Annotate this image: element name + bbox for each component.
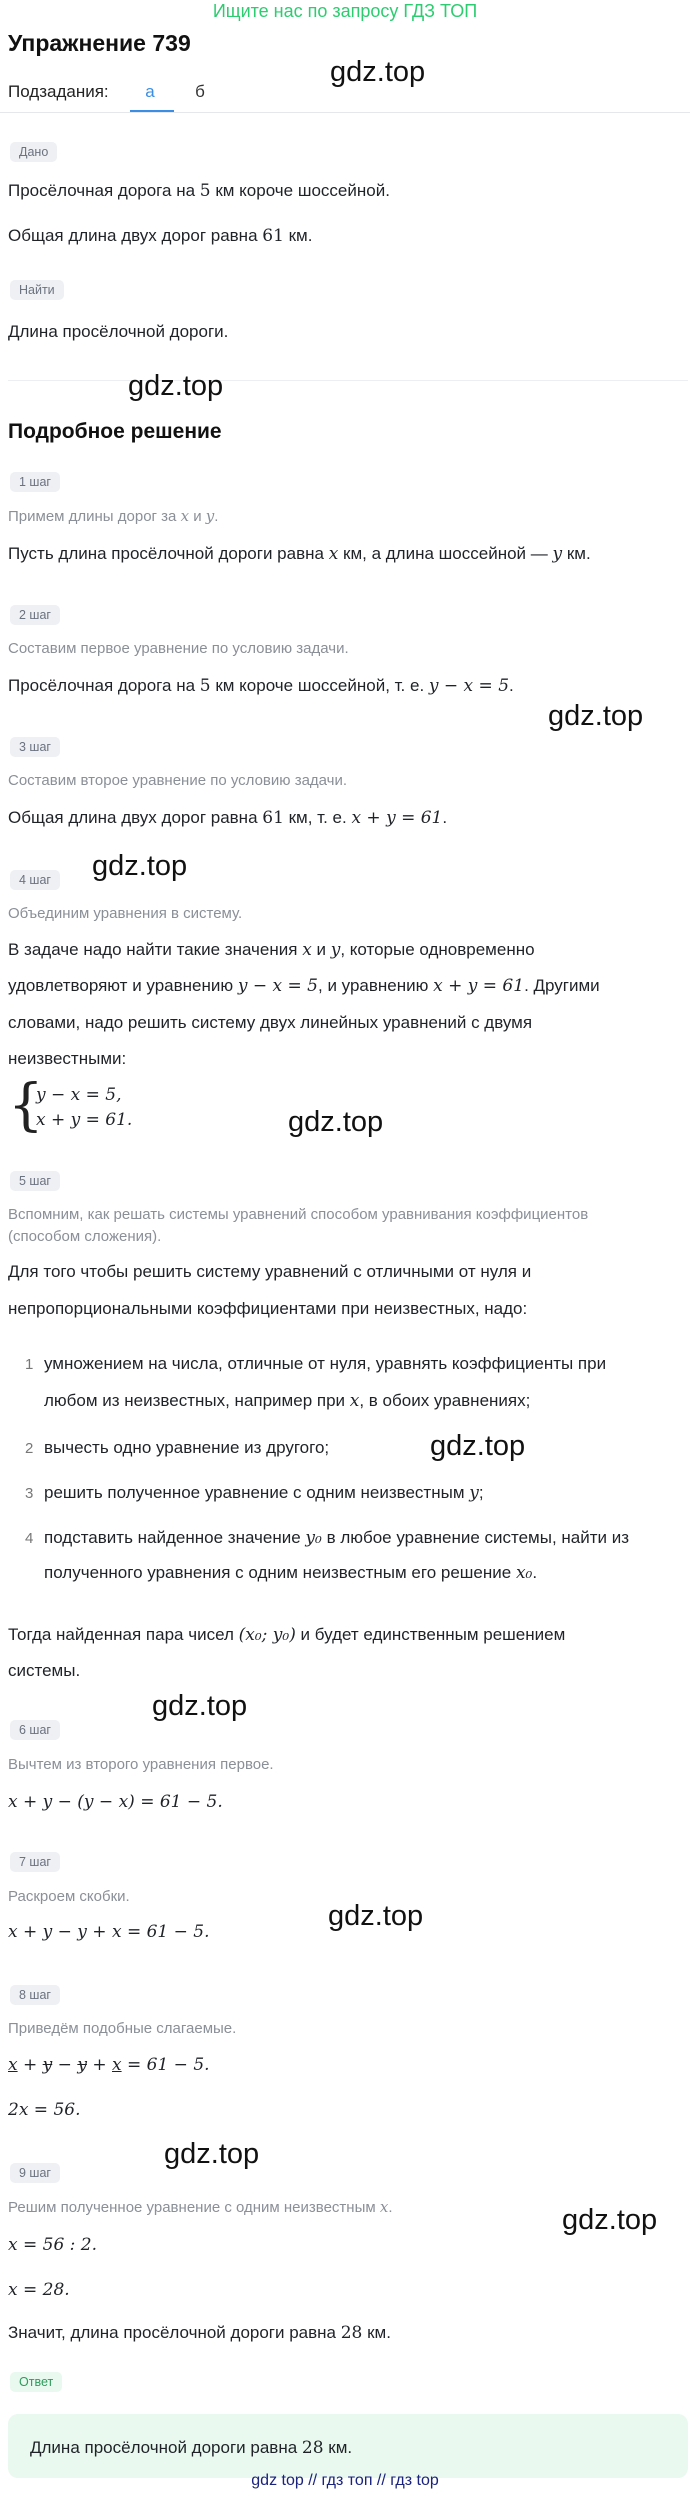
step-5-badge: 5 шаг <box>10 1171 60 1191</box>
step-7-badge: 7 шаг <box>10 1852 60 1872</box>
step-4-badge: 4 шаг <box>10 870 60 890</box>
subtasks-label: Подзадания: <box>8 82 109 101</box>
step-9-badge: 9 шаг <box>10 2163 60 2183</box>
watermark: gdz.top <box>164 2138 260 2170</box>
step-2-text: Просёлочная дорога на 5 км короче шоссейной, т. е. y − x = 5. <box>8 676 514 696</box>
solution-title: Подробное решение <box>8 420 222 443</box>
list-item-1-line-2: любом из неизвестных, например при x, в обоих уравнениях; <box>44 1391 531 1411</box>
step-9-hint: Решим полученное уравнение с одним неизвестным x. <box>8 2198 393 2216</box>
step-7-hint: Раскроем скобки. <box>8 1888 130 1905</box>
given-line-1: Просёлочная дорога на 5 км короче шоссейной. <box>8 181 390 201</box>
find-text: Длина просёлочной дороги. <box>8 322 229 341</box>
step-5-conclusion-line-2: системы. <box>8 1661 81 1680</box>
list-item-number: 4 <box>25 1530 34 1547</box>
footer-links[interactable]: gdz top // гдз топ // гдз top <box>251 2472 439 2489</box>
step-6-hint: Вычтем из второго уравнения первое. <box>8 1756 274 1773</box>
top-banner: Ищите нас по запросу ГДЗ ТОП <box>212 1 478 21</box>
step-6-badge: 6 шаг <box>10 1720 60 1740</box>
step-5-paragraph-line-1: Для того чтобы решить систему уравнений с отличными от нуля и <box>8 1262 532 1281</box>
step-2-hint: Составим первое уравнение по условию задачи. <box>8 640 349 657</box>
find-badge: Найти <box>10 280 64 300</box>
step-8-equation-1: x + y − y + x = 61 − 5. <box>8 2055 210 2075</box>
list-item-4-line-1: подставить найденное значение y₀ в любое уравнение системы, найти из <box>44 1528 630 1548</box>
list-item-2: вычесть одно уравнение из другого; <box>44 1438 330 1457</box>
step-4-paragraph-line-4: неизвестными: <box>8 1049 127 1068</box>
system-equation-1: y − x = 5, <box>36 1085 122 1105</box>
watermark: gdz.top <box>330 56 426 88</box>
tab-subtask-b[interactable]: б <box>195 82 205 101</box>
step-3-hint: Составим второе уравнение по условию задачи. <box>8 772 348 789</box>
system-brace: { <box>8 1073 44 1138</box>
watermark: gdz.top <box>562 2204 658 2236</box>
watermark: gdz.top <box>430 1430 526 1462</box>
section-divider <box>8 380 688 381</box>
list-item-1-line-1: умножением на числа, отличные от нуля, уравнять коэффициенты при <box>44 1354 607 1373</box>
step-1-hint: Примем длины дорог за x и y. <box>8 507 219 525</box>
list-item-4-line-2: полученного уравнения с одним неизвестным его решение x₀. <box>44 1563 538 1583</box>
watermark: gdz.top <box>288 1106 384 1138</box>
given-badge: Дано <box>10 142 57 162</box>
step-4-hint: Объединим уравнения в систему. <box>8 905 243 922</box>
step-1-text: Пусть длина просёлочной дороги равна x км, а длина шоссейной — y км. <box>8 544 591 564</box>
page-title: Упражнение 739 <box>8 30 191 56</box>
watermark: gdz.top <box>128 370 224 402</box>
answer-badge: Ответ <box>10 2372 62 2392</box>
step-3-text: Общая длина двух дорог равна 61 км, т. е. x + y = 61. <box>8 808 448 828</box>
watermark: gdz.top <box>328 1900 424 1932</box>
step-8-badge: 8 шаг <box>10 1985 60 2005</box>
step-5-hint-line-2: (способом сложения). <box>8 1228 162 1245</box>
step-5-hint-line-1: Вспомним, как решать системы уравнений способом уравнивания коэффициентов <box>8 1206 589 1223</box>
step-1-badge: 1 шаг <box>10 472 60 492</box>
step-8-hint: Приведём подобные слагаемые. <box>8 2020 237 2037</box>
given-line-2: Общая длина двух дорог равна 61 км. <box>8 226 313 246</box>
step-9-equation-2: x = 28. <box>8 2280 70 2300</box>
step-7-equation: x + y − y + x = 61 − 5. <box>8 1922 210 1942</box>
step-8-equation-2: 2x = 56. <box>8 2100 81 2120</box>
list-item-number: 1 <box>25 1356 34 1373</box>
step-4-paragraph-line-2: удовлетворяют и уравнению y − x = 5, и уравнению x + y = 61. Другими <box>8 976 600 996</box>
system-equation-2: x + y = 61. <box>36 1110 133 1130</box>
step-6-equation: x + y − (y − x) = 61 − 5. <box>8 1792 223 1812</box>
step-3-badge: 3 шаг <box>10 737 60 757</box>
step-5-conclusion-line-1: Тогда найденная пара чисел (x₀; y₀) и будет единственным решением <box>8 1625 566 1645</box>
step-4-paragraph-line-1: В задаче надо найти такие значения x и y, которые одновременно <box>8 940 535 960</box>
step-2-badge: 2 шаг <box>10 605 60 625</box>
list-item-number: 2 <box>25 1440 34 1457</box>
tabs-divider <box>0 112 690 113</box>
step-9-conclusion: Значит, длина просёлочной дороги равна 28 км. <box>8 2323 391 2343</box>
tab-subtask-a[interactable]: а <box>145 82 155 101</box>
watermark: gdz.top <box>92 850 188 882</box>
step-5-paragraph-line-2: непропорциональными коэффициентами при неизвестных, надо: <box>8 1299 528 1318</box>
answer-text: Длина просёлочной дороги равна 28 км. <box>30 2438 353 2458</box>
step-4-paragraph-line-3: словами, надо решить систему двух линейных уравнений с двумя <box>8 1013 533 1032</box>
watermark: gdz.top <box>548 700 644 732</box>
step-9-equation-1: x = 56 : 2. <box>8 2235 98 2255</box>
list-item-3: решить полученное уравнение с одним неизвестным y; <box>44 1483 484 1503</box>
watermark: gdz.top <box>152 1690 248 1722</box>
list-item-number: 3 <box>25 1485 34 1502</box>
